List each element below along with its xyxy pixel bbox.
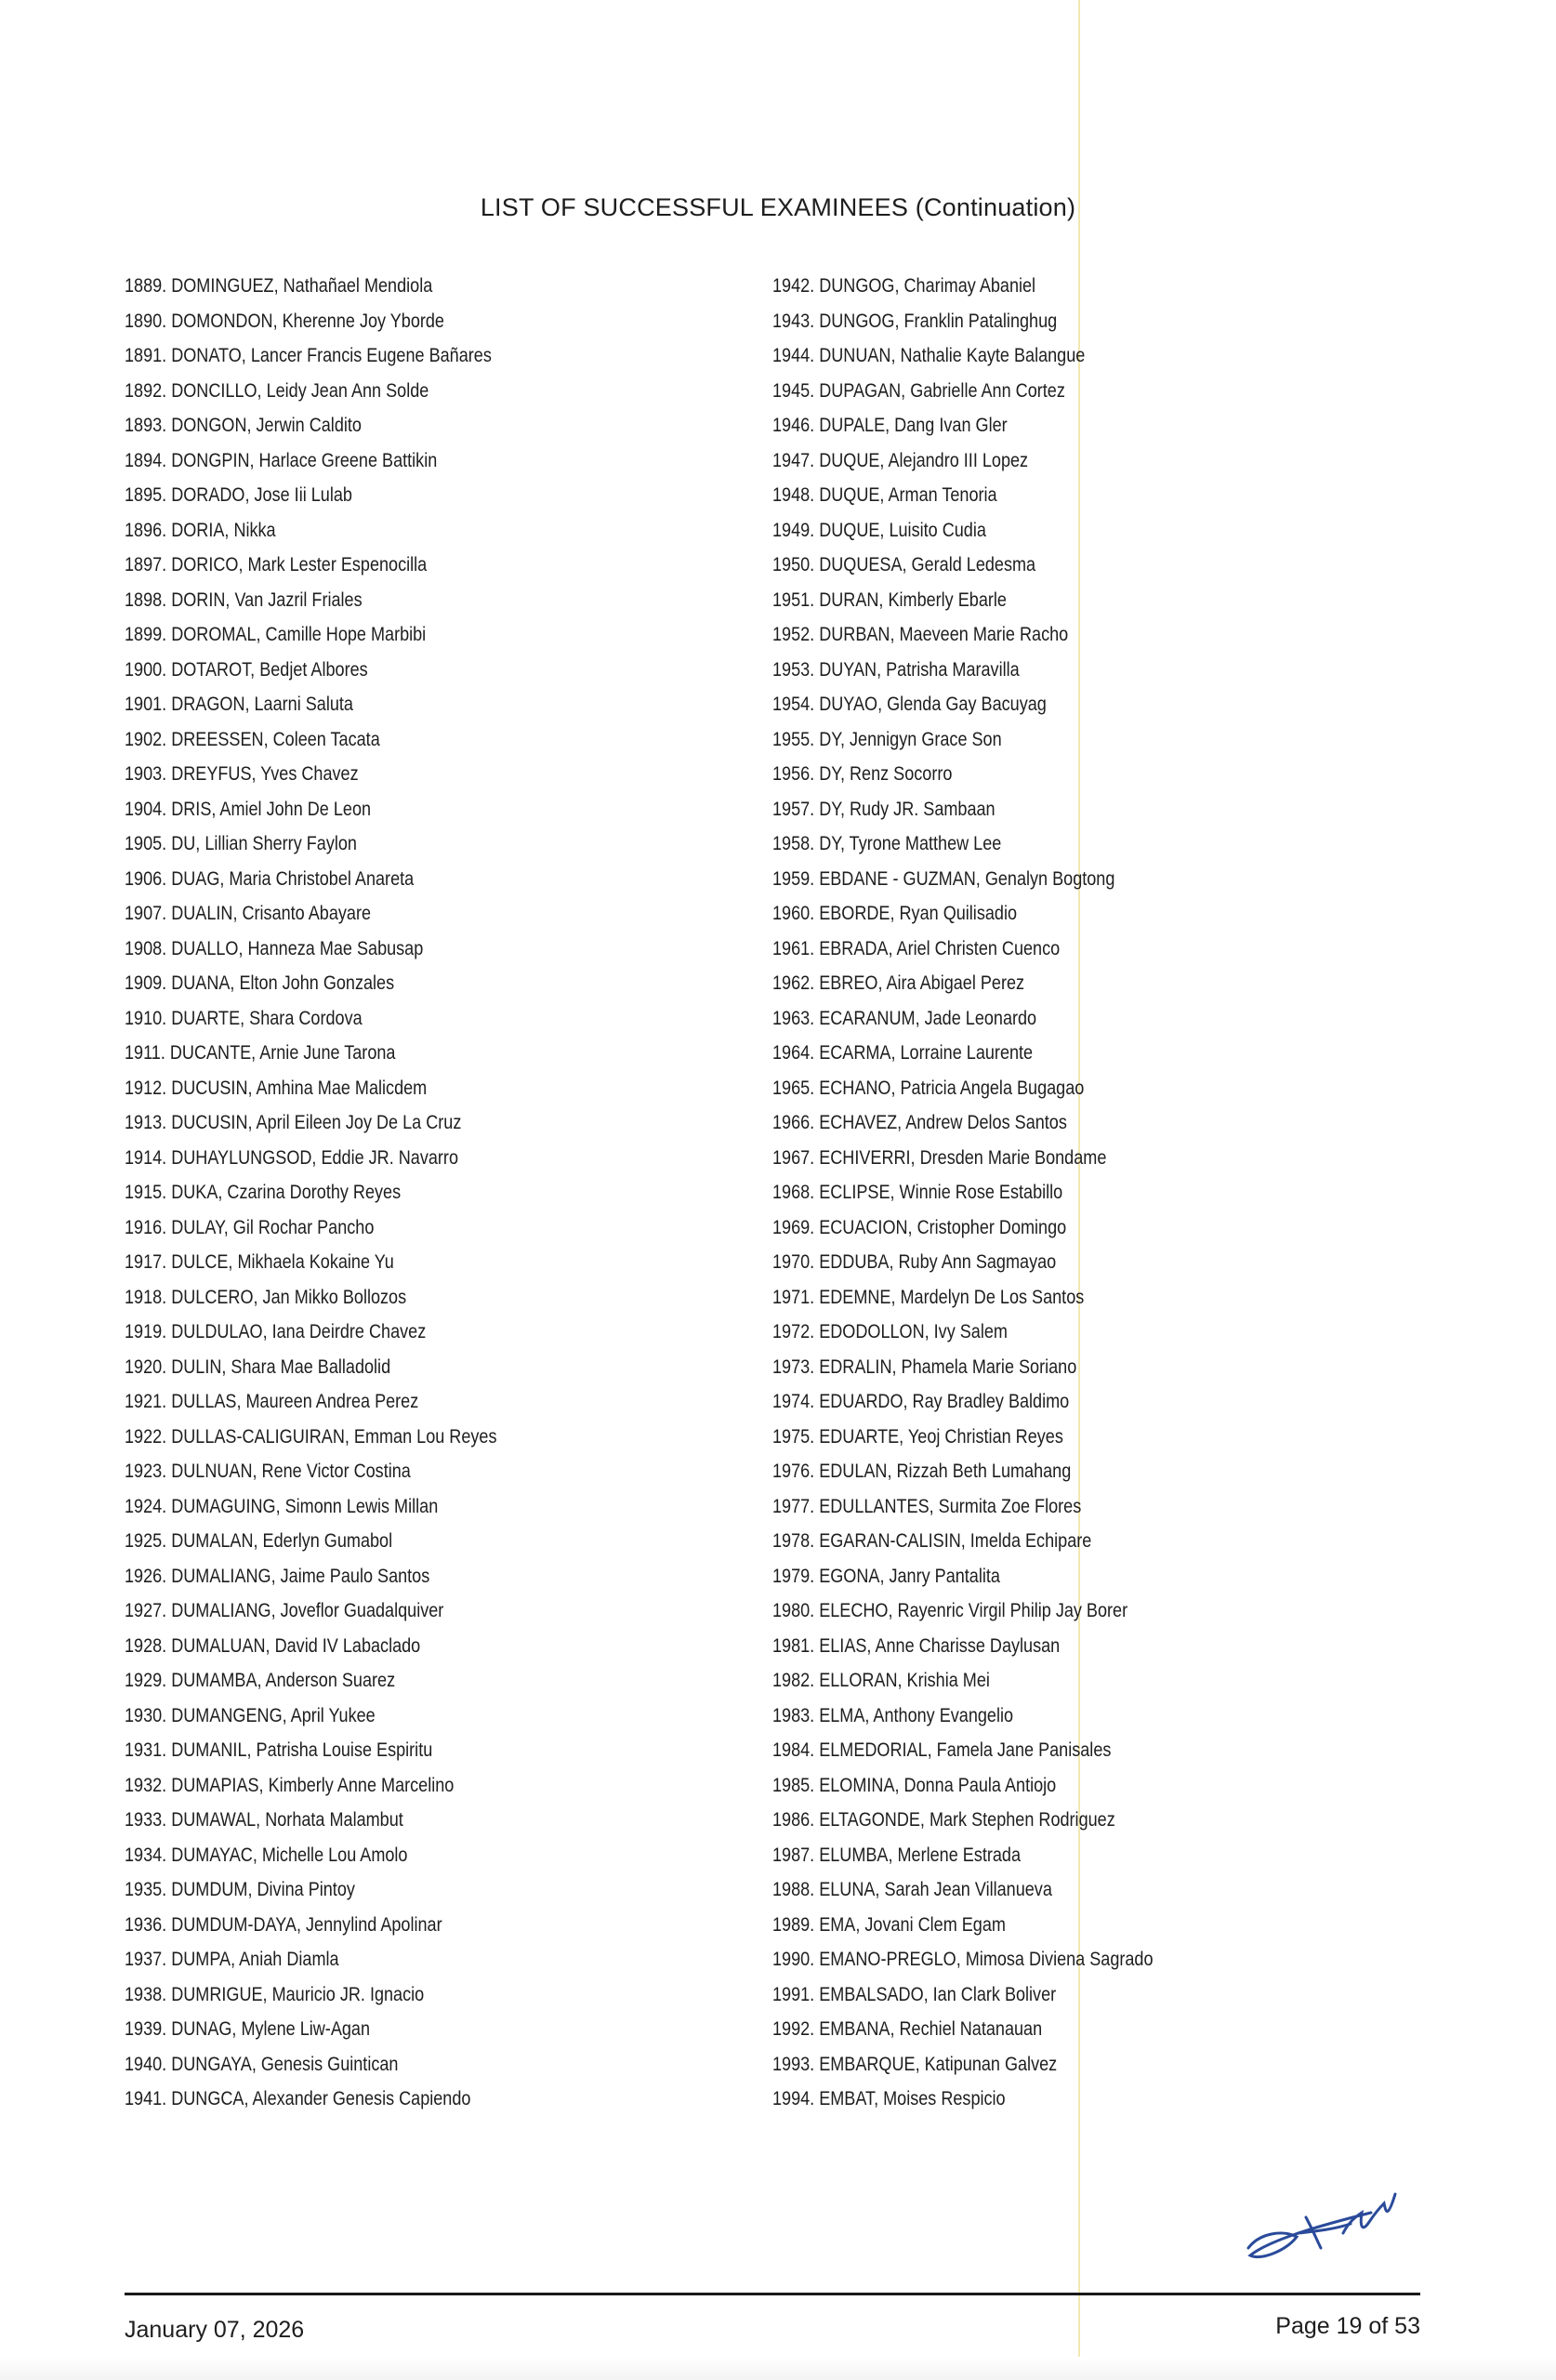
- examinee-entry: 1898. DORIN, Van Jazril Friales: [125, 588, 363, 611]
- examinee-entry: 1922. DULLAS-CALIGUIRAN, Emman Lou Reyes: [125, 1425, 497, 1448]
- examinee-entry: 1956. DY, Renz Socorro: [772, 763, 953, 785]
- examinee-entry: 1904. DRIS, Amiel John De Leon: [125, 798, 372, 820]
- examinee-entry: 1918. DULCERO, Jan Mikko Bollozos: [125, 1286, 407, 1308]
- examinee-entry: 1978. EGARAN-CALISIN, Imelda Echipare: [772, 1530, 1092, 1552]
- examinee-entry: 1959. EBDANE - GUZMAN, Genalyn Bogtong: [772, 867, 1115, 890]
- examinee-entry: 1911. DUCANTE, Arnie June Tarona: [125, 1042, 396, 1064]
- page-title: LIST OF SUCCESSFUL EXAMINEES (Continuation): [480, 193, 1076, 221]
- examinee-entry: 1895. DORADO, Jose Iii Lulab: [125, 484, 352, 506]
- examinee-entry: 1982. ELLORAN, Krishia Mei: [772, 1670, 990, 1691]
- examinee-entry: 1983. ELMA, Anthony Evangelio: [772, 1704, 1014, 1726]
- examinee-entry: 1943. DUNGOG, Franklin Patalinghug: [772, 310, 1058, 332]
- examinee-entry: 1950. DUQUESA, Gerald Ledesma: [772, 554, 1036, 575]
- examinee-entry: 1981. ELIAS, Anne Charisse Daylusan: [772, 1634, 1061, 1657]
- examinee-entry: 1907. DUALIN, Crisanto Abayare: [125, 903, 372, 924]
- examinee-entry: 1929. DUMAMBA, Anderson Suarez: [125, 1670, 396, 1691]
- examinee-entry: 1980. ELECHO, Rayenric Virgil Philip Jay Borer: [772, 1600, 1128, 1621]
- examinee-entry: 1962. EBREO, Aira Abigael Perez: [772, 972, 1025, 994]
- examinee-entry: 1990. EMANO-PREGLO, Mimosa Diviena Sagrado: [772, 1949, 1154, 1970]
- examinee-entry: 1903. DREYFUS, Yves Chavez: [125, 763, 359, 785]
- examinee-entry: 1948. DUQUE, Arman Tenoria: [772, 484, 997, 506]
- examinee-entry: 1991. EMBALSADO, Ian Clark Boliver: [772, 1983, 1057, 2005]
- examinee-entry: 1930. DUMANGENG, April Yukee: [125, 1704, 376, 1726]
- examinee-entry: 1909. DUANA, Elton John Gonzales: [125, 972, 395, 994]
- examinee-entry: 1923. DULNUAN, Rene Victor Costina: [125, 1461, 411, 1482]
- examinee-entry: 1912. DUCUSIN, Amhina Mae Malicdem: [125, 1077, 428, 1099]
- examinee-entry: 1945. DUPAGAN, Gabrielle Ann Cortez: [772, 379, 1065, 402]
- examinee-entry: 1984. ELMEDORIAL, Famela Jane Panisales: [772, 1739, 1112, 1761]
- examinee-entry: 1901. DRAGON, Laarni Saluta: [125, 694, 353, 715]
- examinee-entry: 1913. DUCUSIN, April Eileen Joy De La Cruz: [125, 1112, 462, 1133]
- examinee-entry: 1968. ECLIPSE, Winnie Rose Estabillo: [772, 1182, 1063, 1203]
- examinee-entry: 1928. DUMALUAN, David IV Labaclado: [125, 1634, 421, 1657]
- examinee-entry: 1976. EDULAN, Rizzah Beth Lumahang: [772, 1461, 1072, 1482]
- examinee-entry: 1992. EMBANA, Rechiel Natanauan: [772, 2018, 1043, 2040]
- examinee-entry: 1894. DONGPIN, Harlace Greene Battikin: [125, 449, 438, 471]
- examinee-entry: 1977. EDULLANTES, Surmita Zoe Flores: [772, 1495, 1082, 1517]
- examinee-entry: 1897. DORICO, Mark Lester Espenocilla: [125, 554, 428, 575]
- examinee-entry: 1893. DONGON, Jerwin Caldito: [125, 415, 362, 436]
- examinee-entry: 1989. EMA, Jovani Clem Egam: [772, 1913, 1006, 1936]
- examinee-entry: 1967. ECHIVERRI, Dresden Marie Bondame: [772, 1146, 1107, 1169]
- examinee-entry: 1900. DOTAROT, Bedjet Albores: [125, 658, 368, 681]
- examinee-entry: 1970. EDDUBA, Ruby Ann Sagmayao: [772, 1251, 1057, 1273]
- examinee-entry: 1955. DY, Jennigyn Grace Son: [772, 728, 1002, 750]
- examinee-entry: 1931. DUMANIL, Patrisha Louise Espiritu: [125, 1739, 433, 1761]
- page-number: Page 19 of 53: [1275, 2313, 1420, 2339]
- examinee-entry: 1916. DULAY, Gil Rochar Pancho: [125, 1216, 375, 1238]
- examinee-entry: 1988. ELUNA, Sarah Jean Villanueva: [772, 1879, 1052, 1900]
- examinee-entry: 1946. DUPALE, Dang Ivan Gler: [772, 415, 1008, 436]
- examinee-entry: 1905. DU, Lillian Sherry Faylon: [125, 833, 357, 854]
- examinee-entry: 1987. ELUMBA, Merlene Estrada: [772, 1844, 1022, 1866]
- examinee-entry: 1949. DUQUE, Luisito Cudia: [772, 519, 986, 541]
- examinee-entry: 1908. DUALLO, Hanneza Mae Sabusap: [125, 937, 424, 959]
- examinee-entry: 1910. DUARTE, Shara Cordova: [125, 1007, 363, 1029]
- examinee-list-left: [125, 269, 757, 2117]
- examinee-entry: 1947. DUQUE, Alejandro III Lopez: [772, 449, 1029, 471]
- examinee-entry: 1938. DUMRIGUE, Mauricio JR. Ignacio: [125, 1983, 425, 2005]
- examinee-list-right: [772, 269, 1442, 2117]
- examinee-entry: 1891. DONATO, Lancer Francis Eugene Bañares: [125, 345, 492, 366]
- examinee-entry: 1974. EDUARDO, Ray Bradley Baldimo: [772, 1391, 1070, 1412]
- examinee-entry: 1934. DUMAYAC, Michelle Lou Amolo: [125, 1844, 408, 1866]
- examinee-entry: 1936. DUMDUM-DAYA, Jennylind Apolinar: [125, 1913, 442, 1936]
- examinee-entry: 1925. DUMALAN, Ederlyn Gumabol: [125, 1530, 393, 1552]
- examinee-entry: 1939. DUNAG, Mylene Liw-Agan: [125, 2018, 371, 2040]
- examinee-entry: 1944. DUNUAN, Nathalie Kayte Balangue: [772, 345, 1086, 366]
- examinee-entry: 1994. EMBAT, Moises Respicio: [772, 2088, 1006, 2109]
- examinee-entry: 1963. ECARANUM, Jade Leonardo: [772, 1007, 1037, 1029]
- examinee-entry: 1942. DUNGOG, Charimay Abaniel: [772, 275, 1036, 297]
- examinee-entry: 1952. DURBAN, Maeveen Marie Racho: [772, 624, 1069, 645]
- examinee-entry: 1890. DOMONDON, Kherenne Joy Yborde: [125, 310, 444, 332]
- examinee-entry: 1926. DUMALIANG, Jaime Paulo Santos: [125, 1565, 430, 1587]
- examinee-entry: 1954. DUYAO, Glenda Gay Bacuyag: [772, 694, 1047, 715]
- scan-edge: [0, 2357, 1556, 2380]
- examinee-entry: 1985. ELOMINA, Donna Paula Antiojo: [772, 1774, 1057, 1796]
- examinee-entry: 1993. EMBARQUE, Katipunan Galvez: [772, 2053, 1058, 2075]
- examinee-entry: 1919. DULDULAO, Iana Deirdre Chavez: [125, 1321, 427, 1342]
- examinee-entry: 1964. ECARMA, Lorraine Laurente: [772, 1042, 1034, 1064]
- handwritten-signature-icon: [1232, 2175, 1408, 2278]
- examinee-entry: 1941. DUNGCA, Alexander Genesis Capiendo: [125, 2088, 471, 2109]
- footer-rule: [125, 2293, 1420, 2295]
- examinee-entry: 1958. DY, Tyrone Matthew Lee: [772, 833, 1002, 854]
- examinee-entry: 1971. EDEMNE, Mardelyn De Los Santos: [772, 1286, 1085, 1308]
- examinee-entry: 1975. EDUARTE, Yeoj Christian Reyes: [772, 1425, 1063, 1448]
- examinee-entry: 1969. ECUACION, Cristopher Domingo: [772, 1216, 1067, 1238]
- examinee-entry: 1914. DUHAYLUNGSOD, Eddie JR. Navarro: [125, 1146, 458, 1169]
- examinee-entry: 1920. DULIN, Shara Mae Balladolid: [125, 1355, 391, 1378]
- examinee-entry: 1889. DOMINGUEZ, Nathañael Mendiola: [125, 275, 433, 297]
- examinee-entry: 1986. ELTAGONDE, Mark Stephen Rodriguez: [772, 1809, 1115, 1831]
- examinee-entry: 1902. DREESSEN, Coleen Tacata: [125, 728, 380, 750]
- examinee-entry: 1933. DUMAWAL, Norhata Malambut: [125, 1809, 403, 1831]
- examinee-entry: 1924. DUMAGUING, Simonn Lewis Millan: [125, 1495, 439, 1517]
- footer-date: January 07, 2026: [125, 2317, 305, 2343]
- examinee-entry: 1899. DOROMAL, Camille Hope Marbibi: [125, 624, 427, 645]
- examinee-entry: 1937. DUMPA, Aniah Diamla: [125, 1949, 339, 1970]
- examinee-entry: 1932. DUMAPIAS, Kimberly Anne Marcelino: [125, 1774, 455, 1796]
- examinee-entry: 1957. DY, Rudy JR. Sambaan: [772, 798, 996, 820]
- examinee-entry: 1979. EGONA, Janry Pantalita: [772, 1565, 1000, 1587]
- examinee-entry: 1935. DUMDUM, Divina Pintoy: [125, 1879, 355, 1900]
- examinee-entry: 1973. EDRALIN, Phamela Marie Soriano: [772, 1355, 1077, 1378]
- examinee-entry: 1927. DUMALIANG, Joveflor Guadalquiver: [125, 1600, 444, 1621]
- examinee-entry: 1917. DULCE, Mikhaela Kokaine Yu: [125, 1251, 394, 1273]
- examinee-entry: 1961. EBRADA, Ariel Christen Cuenco: [772, 937, 1061, 959]
- examinee-entry: 1906. DUAG, Maria Christobel Anareta: [125, 867, 415, 890]
- examinee-entry: 1965. ECHANO, Patricia Angela Bugagao: [772, 1077, 1085, 1099]
- examinee-entry: 1892. DONCILLO, Leidy Jean Ann Solde: [125, 379, 429, 402]
- examinee-entry: 1940. DUNGAYA, Genesis Guintican: [125, 2053, 399, 2075]
- examinee-entry: 1972. EDODOLLON, Ivy Salem: [772, 1321, 1008, 1342]
- examinee-entry: 1896. DORIA, Nikka: [125, 519, 276, 541]
- examinee-entry: 1966. ECHAVEZ, Andrew Delos Santos: [772, 1112, 1067, 1133]
- examinee-entry: 1921. DULLAS, Maureen Andrea Perez: [125, 1391, 419, 1412]
- examinee-entry: 1960. EBORDE, Ryan Quilisadio: [772, 903, 1017, 924]
- examinee-entry: 1953. DUYAN, Patrisha Maravilla: [772, 658, 1020, 681]
- examinee-entry: 1951. DURAN, Kimberly Ebarle: [772, 588, 1007, 611]
- examinee-entry: 1915. DUKA, Czarina Dorothy Reyes: [125, 1182, 402, 1203]
